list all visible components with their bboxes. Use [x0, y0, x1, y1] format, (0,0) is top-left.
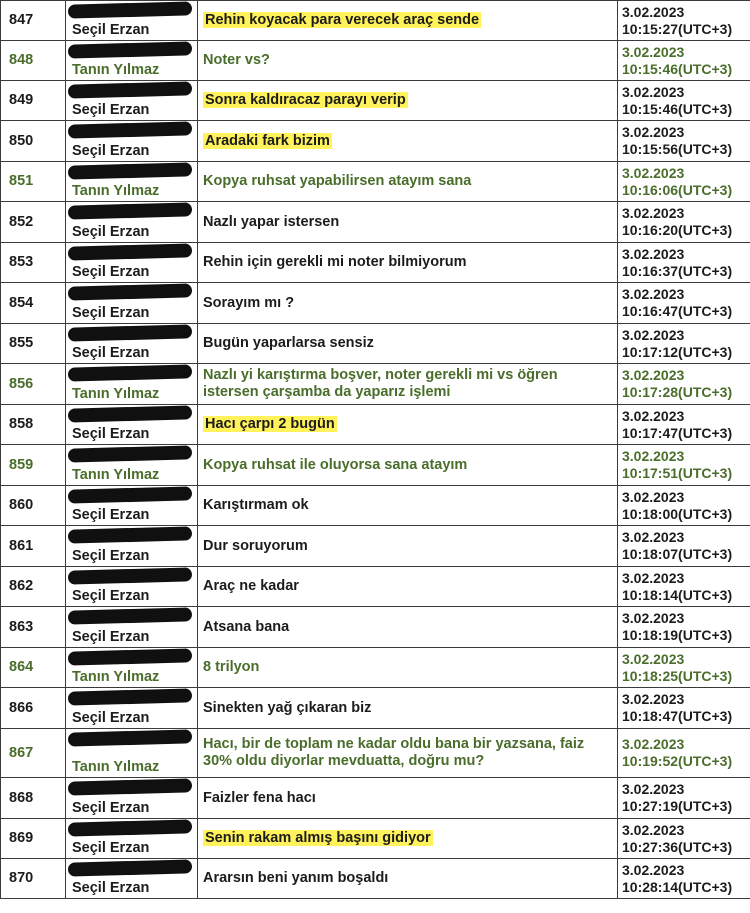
message-number: 861: [1, 526, 66, 567]
message-cell: [198, 648, 618, 688]
message-cell: [198, 688, 618, 729]
message-number: 862: [1, 567, 66, 607]
redaction-mark: [68, 729, 192, 746]
sender-cell: [66, 283, 198, 324]
table-row: [1, 859, 750, 899]
sender-name: Seçil Erzan: [72, 840, 150, 856]
message-text: Karıştırmam ok: [203, 497, 309, 513]
table-row: [1, 405, 750, 445]
sender-cell: [66, 778, 198, 819]
message-date: 3.02.2023: [622, 83, 685, 100]
timestamp-cell: [618, 283, 750, 324]
redaction-mark: [68, 364, 192, 381]
message-text: Sinekten yağ çıkaran biz: [203, 699, 372, 716]
table-row: [1, 607, 750, 648]
message-number: 850: [1, 121, 66, 162]
message-date: 3.02.2023: [622, 205, 685, 221]
sender-name: Seçil Erzan: [72, 629, 150, 645]
sender-name: Seçil Erzan: [72, 264, 150, 280]
table-row: [1, 121, 750, 162]
message-text: Rehin koyacak para verecek araç sende: [205, 12, 480, 28]
redaction-mark: [68, 121, 192, 138]
message-cell: [198, 1, 618, 41]
message-time: 10:18:07(UTC+3): [622, 546, 733, 562]
sender-name: Tanın Yılmaz: [72, 386, 160, 402]
message-number: 854: [1, 283, 66, 324]
redaction-mark: [68, 202, 192, 219]
message-number: 851: [1, 162, 66, 202]
message-number: 856: [1, 364, 66, 405]
redaction-mark: [68, 486, 192, 503]
message-time: 10:18:14(UTC+3): [622, 586, 733, 603]
message-cell: [198, 819, 618, 859]
message-date: 3.02.2023: [622, 569, 685, 586]
message-number: 853: [1, 243, 66, 283]
timestamp-cell: [618, 688, 750, 729]
timestamp-cell: [618, 486, 750, 526]
message-time: 10:16:47(UTC+3): [622, 303, 733, 319]
table-row: [1, 364, 750, 405]
message-time: 10:17:12(UTC+3): [622, 343, 733, 360]
table-row: [1, 648, 750, 688]
redaction-mark: [68, 405, 192, 422]
timestamp-cell: [618, 364, 750, 405]
message-text: Hacı çarpı 2 bugün: [205, 416, 335, 432]
message-date: 3.02.2023: [622, 529, 685, 545]
message-text: Araç ne kadar: [203, 578, 299, 594]
sender-name: Seçil Erzan: [72, 102, 150, 118]
timestamp-cell: [618, 121, 750, 162]
timestamp-cell: [618, 162, 750, 202]
message-date: 3.02.2023: [622, 861, 685, 878]
message-text: Kopya ruhsat ile oluyorsa sana atayım: [203, 456, 468, 473]
table-row: [1, 283, 750, 324]
message-time: 10:19:52(UTC+3): [622, 753, 733, 769]
message-cell: [198, 729, 618, 778]
message-date: 3.02.2023: [622, 43, 685, 60]
timestamp-cell: [618, 202, 750, 243]
message-date: 3.02.2023: [622, 448, 685, 464]
table-row: [1, 819, 750, 859]
timestamp-cell: [618, 405, 750, 445]
message-text: Noter vs?: [203, 52, 270, 68]
redaction-mark: [68, 688, 192, 705]
table-row: [1, 567, 750, 607]
sender-cell: [66, 1, 198, 41]
table-row: [1, 778, 750, 819]
sender-name: Tanın Yılmaz: [72, 759, 160, 775]
sender-name: Seçil Erzan: [72, 507, 150, 523]
message-time: 10:16:37(UTC+3): [622, 262, 733, 279]
message-number: 869: [1, 819, 66, 859]
message-time: 10:18:25(UTC+3): [622, 667, 733, 684]
message-number: 864: [1, 648, 66, 688]
redaction-mark: [68, 445, 192, 462]
message-text: 8 trilyon: [203, 659, 260, 675]
redaction-mark: [68, 243, 192, 260]
message-time: 10:15:46(UTC+3): [622, 60, 733, 77]
sender-cell: [66, 819, 198, 859]
message-cell: [198, 324, 618, 364]
sender-cell: [66, 364, 198, 405]
message-date: 3.02.2023: [622, 407, 685, 424]
message-text: Senin rakam almış başını gidiyor: [205, 830, 431, 846]
redaction-mark: [68, 607, 192, 624]
sender-cell: [66, 607, 198, 648]
message-text: Nazlı yi karıştırma boşver, noter gerekli mi vs öğren istersen çarşamba da yaparız işlemi: [203, 367, 558, 400]
table-row: [1, 324, 750, 364]
message-time: 10:17:51(UTC+3): [622, 465, 733, 481]
message-cell: [198, 859, 618, 899]
message-number: 855: [1, 324, 66, 364]
message-date: 3.02.2023: [622, 367, 685, 383]
message-cell: [198, 162, 618, 202]
sender-cell: [66, 486, 198, 526]
message-time: 10:18:00(UTC+3): [622, 505, 733, 522]
sender-cell: [66, 729, 198, 778]
message-time: 10:15:56(UTC+3): [622, 141, 733, 157]
message-date: 3.02.2023: [622, 781, 685, 797]
redaction-mark: [68, 819, 192, 836]
message-number: 870: [1, 859, 66, 899]
message-date: 3.02.2023: [622, 736, 685, 752]
message-number: 863: [1, 607, 66, 648]
message-number: 866: [1, 688, 66, 729]
sender-cell: [66, 567, 198, 607]
timestamp-cell: [618, 819, 750, 859]
message-cell: [198, 486, 618, 526]
table-row: [1, 729, 750, 778]
sender-name: Tanın Yılmaz: [72, 669, 160, 685]
message-cell: [198, 445, 618, 486]
message-cell: [198, 526, 618, 567]
timestamp-cell: [618, 526, 750, 567]
sender-cell: [66, 445, 198, 486]
sender-cell: [66, 526, 198, 567]
timestamp-cell: [618, 81, 750, 121]
message-date: 3.02.2023: [622, 245, 685, 262]
message-time: 10:16:20(UTC+3): [622, 222, 733, 238]
sender-name: Seçil Erzan: [72, 345, 150, 361]
message-cell: [198, 607, 618, 648]
message-cell: [198, 41, 618, 81]
message-text: Sonra kaldıracaz parayı verip: [205, 92, 406, 108]
redaction-mark: [68, 859, 192, 876]
sender-name: Seçil Erzan: [72, 426, 150, 442]
message-time: 10:18:19(UTC+3): [622, 627, 733, 643]
message-time: 10:28:14(UTC+3): [622, 878, 733, 895]
message-cell: [198, 364, 618, 405]
message-number: 847: [1, 1, 66, 41]
message-date: 3.02.2023: [622, 326, 685, 343]
table-row: [1, 81, 750, 121]
sender-name: Seçil Erzan: [72, 588, 150, 604]
message-time: 10:17:28(UTC+3): [622, 384, 733, 400]
message-text: Bugün yaparlarsa sensiz: [203, 335, 374, 351]
sender-cell: [66, 81, 198, 121]
sender-cell: [66, 405, 198, 445]
message-time: 10:27:19(UTC+3): [622, 798, 733, 814]
timestamp-cell: [618, 729, 750, 778]
message-cell: [198, 243, 618, 283]
message-text: Sorayım mı ?: [203, 294, 295, 311]
message-text: Nazlı yapar istersen: [203, 213, 340, 230]
sender-name: Tanın Yılmaz: [72, 467, 160, 483]
timestamp-cell: [618, 778, 750, 819]
timestamp-cell: [618, 1, 750, 41]
message-cell: [198, 202, 618, 243]
message-cell: [198, 567, 618, 607]
redaction-mark: [68, 162, 192, 179]
message-number: 860: [1, 486, 66, 526]
table-row: [1, 202, 750, 243]
redaction-mark: [68, 41, 192, 58]
message-text: Kopya ruhsat yapabilirsen atayım sana: [203, 173, 472, 189]
sender-name: Seçil Erzan: [72, 224, 150, 240]
table-row: [1, 243, 750, 283]
sender-cell: [66, 324, 198, 364]
sender-name: Seçil Erzan: [72, 548, 150, 564]
message-cell: [198, 405, 618, 445]
message-date: 3.02.2023: [622, 3, 685, 20]
redaction-mark: [68, 778, 192, 795]
message-text: Dur soruyorum: [203, 537, 308, 554]
message-time: 10:16:06(UTC+3): [622, 181, 733, 198]
sender-name: Seçil Erzan: [72, 305, 150, 321]
table-row: [1, 688, 750, 729]
redaction-mark: [68, 1, 192, 18]
table-row: [1, 41, 750, 81]
message-date: 3.02.2023: [622, 821, 685, 838]
message-number: 858: [1, 405, 66, 445]
sender-name: Seçil Erzan: [72, 800, 150, 816]
sender-cell: [66, 202, 198, 243]
message-number: 849: [1, 81, 66, 121]
table-row: [1, 1, 750, 41]
message-text: Aradaki fark bizim: [205, 132, 330, 149]
message-cell: [198, 121, 618, 162]
sender-cell: [66, 243, 198, 283]
sender-cell: [66, 121, 198, 162]
redaction-mark: [68, 567, 192, 584]
message-date: 3.02.2023: [622, 488, 685, 505]
table-row: [1, 486, 750, 526]
message-number: 868: [1, 778, 66, 819]
sender-name: Seçil Erzan: [72, 710, 150, 726]
timestamp-cell: [618, 41, 750, 81]
message-number: 852: [1, 202, 66, 243]
message-text: Faizler fena hacı: [203, 789, 316, 806]
message-time: 10:15:46(UTC+3): [622, 100, 733, 117]
sender-cell: [66, 859, 198, 899]
message-text: Hacı, bir de toplam ne kadar oldu bana bir yazsana, faiz 30% oldu diyorlar mevduatta, doğru mu?: [203, 736, 585, 769]
message-date: 3.02.2023: [622, 124, 685, 140]
table-row: [1, 445, 750, 486]
message-date: 3.02.2023: [622, 286, 685, 302]
message-rows: [1, 1, 750, 899]
message-time: 10:27:36(UTC+3): [622, 838, 733, 855]
sender-cell: [66, 688, 198, 729]
timestamp-cell: [618, 859, 750, 899]
timestamp-cell: [618, 243, 750, 283]
sender-name: Seçil Erzan: [72, 143, 150, 159]
message-date: 3.02.2023: [622, 691, 685, 707]
timestamp-cell: [618, 324, 750, 364]
redaction-mark: [68, 283, 192, 300]
timestamp-cell: [618, 567, 750, 607]
timestamp-cell: [618, 445, 750, 486]
sender-cell: [66, 162, 198, 202]
message-date: 3.02.2023: [622, 650, 685, 667]
message-number: 848: [1, 41, 66, 81]
message-cell: [198, 778, 618, 819]
message-date: 3.02.2023: [622, 610, 685, 626]
message-time: 10:15:27(UTC+3): [622, 20, 733, 37]
message-number: 867: [1, 729, 66, 778]
sender-cell: [66, 41, 198, 81]
message-cell: [198, 283, 618, 324]
message-text: Rehin için gerekli mi noter bilmiyorum: [203, 254, 467, 270]
table-row: [1, 526, 750, 567]
sender-name: Tanın Yılmaz: [72, 183, 160, 199]
sender-cell: [66, 648, 198, 688]
message-number: 859: [1, 445, 66, 486]
redaction-mark: [68, 526, 192, 543]
redaction-mark: [68, 324, 192, 341]
timestamp-cell: [618, 648, 750, 688]
message-cell: [198, 81, 618, 121]
message-date: 3.02.2023: [622, 164, 685, 181]
redaction-mark: [68, 81, 192, 98]
sender-name: Seçil Erzan: [72, 22, 150, 38]
redaction-mark: [68, 648, 192, 665]
sender-name: Tanın Yılmaz: [72, 62, 160, 78]
message-time: 10:18:47(UTC+3): [622, 708, 733, 724]
message-text: Ararsın beni yanım boşaldı: [203, 870, 389, 886]
table-row: [1, 162, 750, 202]
sender-name: Seçil Erzan: [72, 880, 150, 896]
message-time: 10:17:47(UTC+3): [622, 424, 733, 441]
message-text: Atsana bana: [203, 618, 290, 635]
timestamp-cell: [618, 607, 750, 648]
